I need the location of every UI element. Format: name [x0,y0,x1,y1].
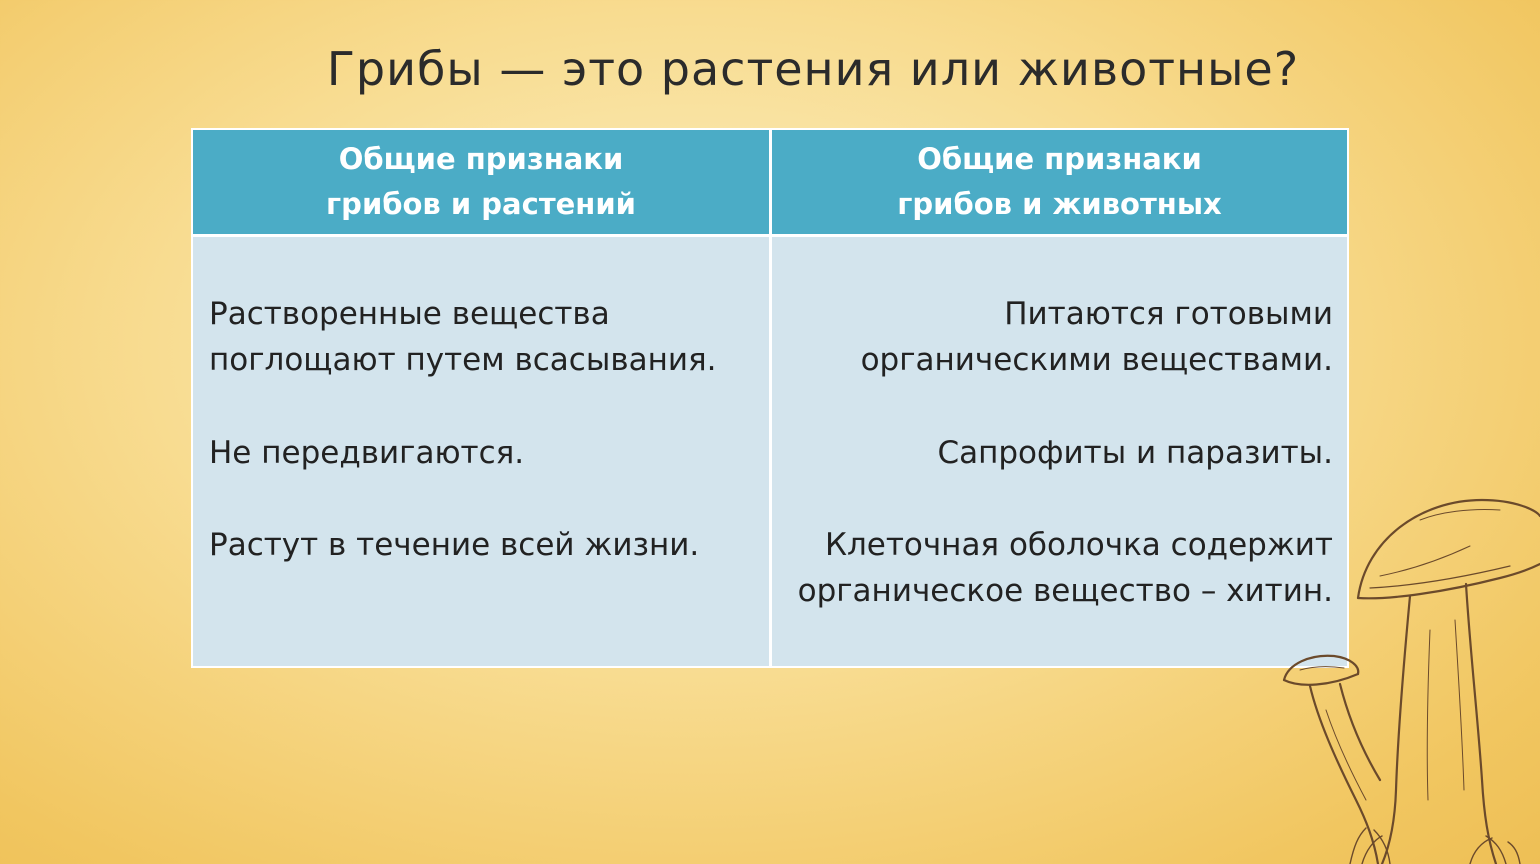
plant-feature-2: Не передвигаются. [209,435,525,471]
animal-feature-2: Сапрофиты и паразиты. [937,435,1333,471]
header-plants [193,130,769,234]
animal-feature-1-line-2: органическими веществами. [860,342,1333,378]
plant-feature-1-line-1: Растворенные вещества [209,296,610,332]
animal-feature-1-line-1: Питаются готовыми [1004,296,1333,332]
header-animals [772,130,1347,234]
comparison-table [191,128,1349,668]
header-animals-line-1: Общие признаки [917,142,1202,176]
column-divider [769,130,772,666]
slide-title: Грибы — это растения или животные? [326,42,1300,96]
header-plants-line-2: грибов и растений [326,187,636,221]
header-plants-line-1: Общие признаки [338,142,624,176]
animals-features-cell [783,237,1333,666]
animal-feature-3-line-1: Клеточная оболочка содержит [824,527,1333,563]
mushroom-sketch-icon [1270,480,1540,864]
plants-features-cell [209,237,754,666]
plant-feature-1-line-2: поглощают путем всасывания. [209,342,717,378]
header-animals-line-2: грибов и животных [897,187,1222,221]
plant-feature-3: Растут в течение всей жизни. [209,527,700,563]
animal-feature-3-line-2: органическое вещество – хитин. [797,573,1333,609]
